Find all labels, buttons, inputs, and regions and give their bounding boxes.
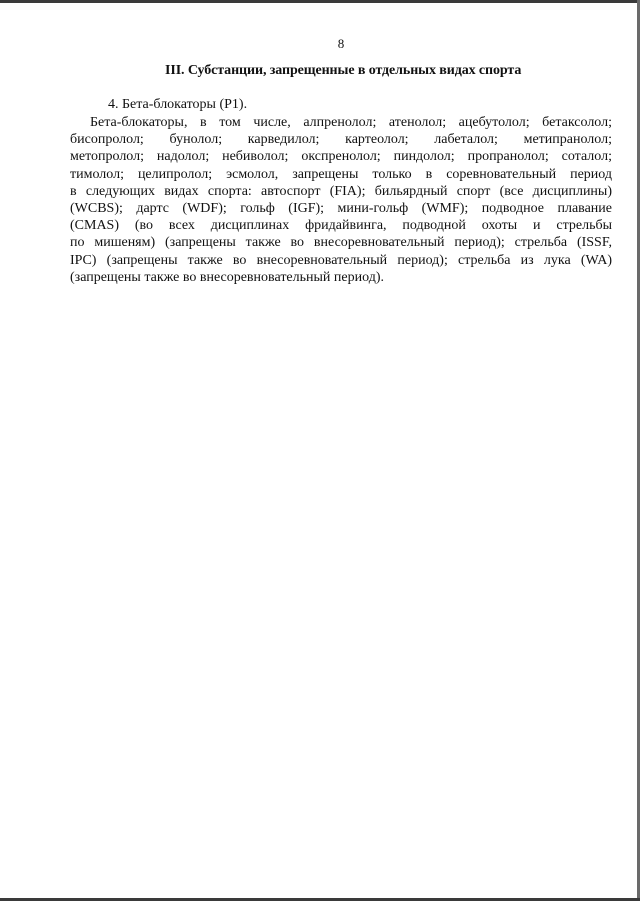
paragraph-line: в следующих видах спорта: автоспорт (FIA); бильярдный спорт (все дисциплины) [70,183,612,199]
scan-edge-top [0,0,640,3]
item-heading: 4. Бета-блокаторы (P1). [108,97,248,112]
paragraph-line: тимолол; целипролол; эсмолол, запрещены только в соревновательный период [70,166,612,182]
paragraph-line: IPC) (запрещены также во внесоревновательный период); стрельба из лука (WA) [70,252,612,268]
body-paragraph [70,114,612,286]
paragraph-line: (запрещены также во внесоревновательный период). [70,269,384,285]
paragraph-line: метопролол; надолол; небиволол; окспренолол; пиндолол; пропранолол; соталол; [70,149,612,165]
paragraph-line: бисопролол; бунолол; карведилол; картеолол; лабеталол; метипранолол; [70,132,612,148]
paragraph-line: (WCBS); дартс (WDF); гольф (IGF); мини-гольф (WMF); подводное плавание [70,200,612,216]
paragraph-line: по мишеням) (запрещены также во внесоревновательный период); стрельба (ISSF, [70,235,612,251]
paragraph-line: (CMAS) (во всех дисциплинах фридайвинга, подводной охоты и стрельбы [70,218,612,234]
section-heading: III. Субстанции, запрещенные в отдельных видах спорта [165,63,522,78]
paragraph-line: Бета-блокаторы, в том числе, алпренолол; атенолол; ацебутолол; бетаксолол; [90,115,612,130]
page-number: 8 [337,36,345,51]
